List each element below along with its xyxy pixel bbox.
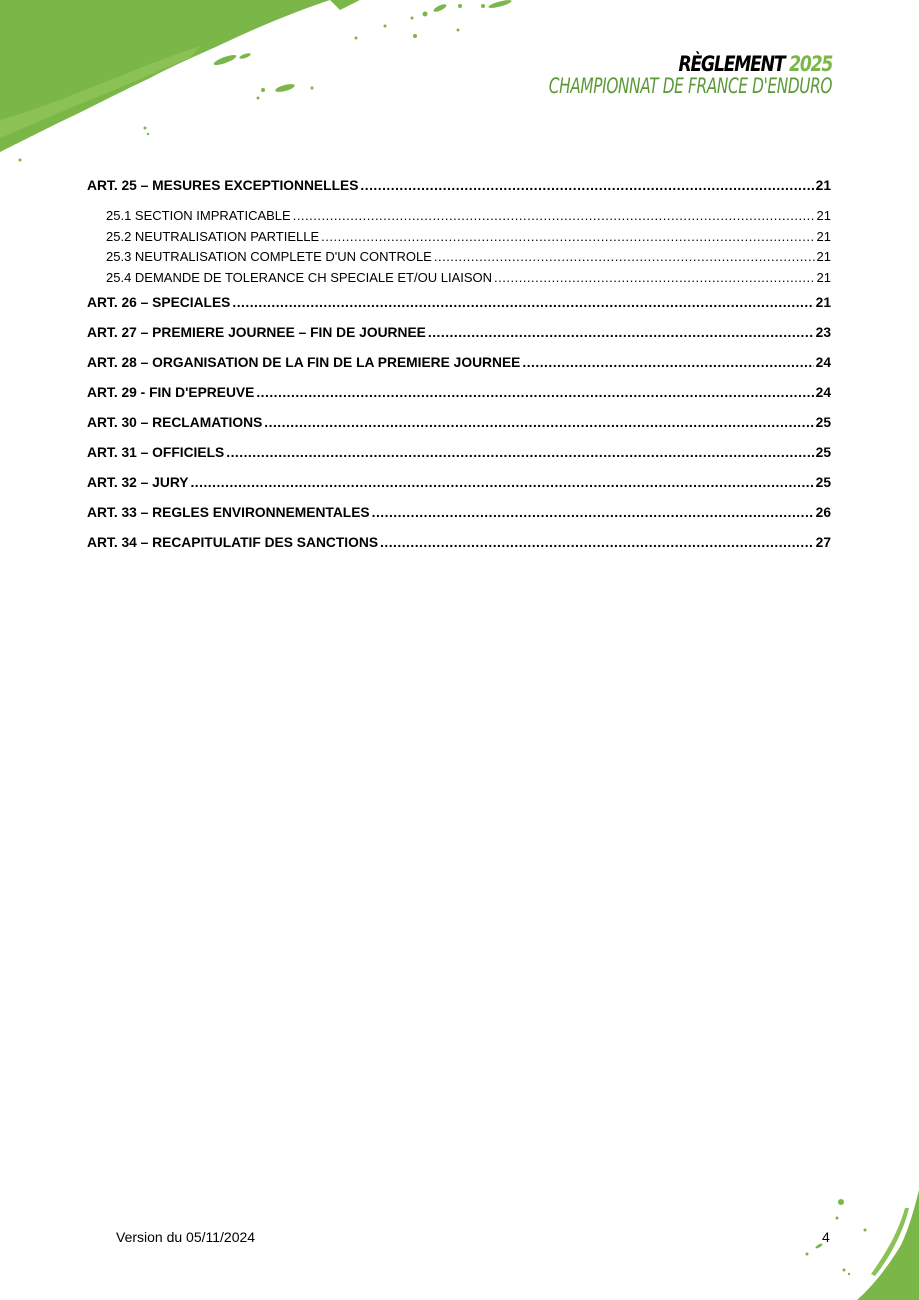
toc-entry-25-2[interactable]: 25.2 NEUTRALISATION PARTIELLE ..... 21: [87, 227, 831, 248]
toc-entry-art-27[interactable]: ART. 27 – PREMIERE JOURNEE – FIN DE JOURNEE ..... 23: [87, 323, 831, 353]
toc-entry-art-29[interactable]: ART. 29 - FIN D'EPREUVE ..... 24: [87, 383, 831, 413]
toc-page-number: 21: [816, 249, 831, 265]
toc-entry-25-4[interactable]: 25.4 DEMANDE DE TOLERANCE CH SPECIALE ET/OU LIAISON ..... 21: [87, 268, 831, 289]
toc-entry-art-25[interactable]: ART. 25 – MESURES EXCEPTIONNELLES ..... 21: [87, 176, 831, 206]
toc-page-number: 25: [815, 474, 831, 490]
toc-page-number: 24: [815, 384, 831, 400]
toc-entry-art-26[interactable]: ART. 26 – SPECIALES ..... 21: [87, 293, 831, 323]
toc-page-number: 26: [815, 504, 831, 520]
toc-page-number: 21: [816, 270, 831, 286]
toc-entry-art-34[interactable]: ART. 34 – RECAPITULATIF DES SANCTIONS ..... 27: [87, 533, 831, 563]
toc-entry-art-30[interactable]: ART. 30 – RECLAMATIONS ..... 25: [87, 413, 831, 443]
toc-entry-25-1[interactable]: 25.1 SECTION IMPRATICABLE ..... 21: [87, 206, 831, 227]
toc-entry-art-33[interactable]: ART. 33 – REGLES ENVIRONNEMENTALES ..... 26: [87, 503, 831, 533]
header-year: 2025: [788, 52, 832, 76]
toc-page-number: 21: [816, 228, 831, 244]
header-title: RÈGLEMENT 2025: [678, 52, 832, 76]
green-splash-decoration-bottom: [739, 1190, 919, 1300]
toc-page-number: 24: [815, 354, 831, 370]
toc-page-number: 21: [815, 294, 831, 310]
toc-entry-art-31[interactable]: ART. 31 – OFFICIELS ..... 25: [87, 443, 831, 473]
document-header: [444, 54, 832, 97]
toc-page-number: 21: [816, 208, 831, 223]
toc-page-number: 25: [815, 414, 831, 430]
toc-page-number: 27: [815, 534, 831, 550]
footer-version: Version du 05/11/2024: [116, 1229, 256, 1245]
toc-entry-25-3[interactable]: 25.3 NEUTRALISATION COMPLETE D'UN CONTROLE ..... 21: [87, 247, 831, 268]
table-of-contents: [87, 176, 831, 563]
toc-page-number: 23: [815, 324, 831, 340]
toc-page-number: 21: [815, 178, 831, 193]
footer-page-number: 4: [822, 1229, 830, 1245]
toc-page-number: 25: [815, 444, 831, 460]
toc-entry-art-28[interactable]: ART. 28 – ORGANISATION DE LA FIN DE LA PREMIERE JOURNEE ..... 24: [87, 353, 831, 383]
toc-entry-art-32[interactable]: ART. 32 – JURY ..... 25: [87, 473, 831, 503]
header-subtitle: CHAMPIONNAT DE FRANCE D'ENDURO: [548, 74, 832, 98]
